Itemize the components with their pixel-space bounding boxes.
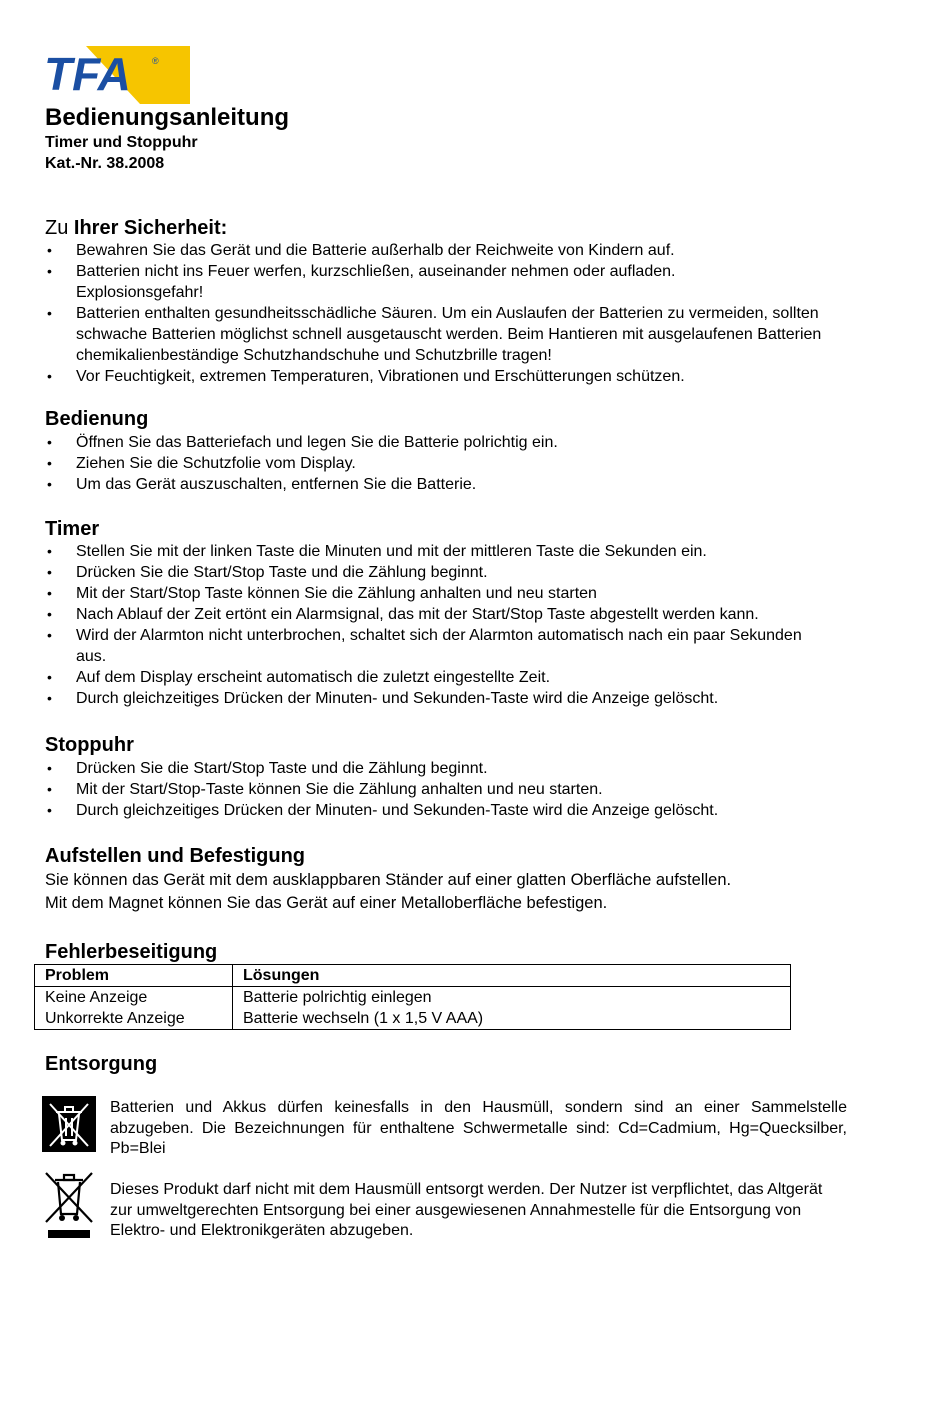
- crossed-out-bin-with-bar-icon: [42, 1170, 96, 1240]
- stopwatch-list: [45, 758, 865, 821]
- table-cell: Unkorrekte Anzeige: [35, 1008, 233, 1030]
- timer-heading: Timer: [45, 518, 100, 540]
- table-cell: Batterie wechseln (1 x 1,5 V AAA): [233, 1008, 791, 1030]
- document-subtitle: Timer und Stoppuhr: [45, 134, 198, 151]
- table-cell: Keine Anzeige: [35, 987, 233, 1009]
- table-cell: Batterie polrichtig einlegen: [233, 987, 791, 1009]
- list-item: • Ziehen Sie die Schutzfolie vom Display.: [45, 453, 865, 474]
- safety-heading-prefix: Zu: [45, 217, 69, 239]
- list-item: • Batterien nicht ins Feuer werfen, kurzschließen, auseinander nehmen oder aufladen. Explosionsgefahr!: [45, 261, 756, 303]
- operation-heading: Bedienung: [45, 408, 149, 430]
- table-row: [35, 987, 791, 1009]
- list-item: • Batterien enthalten gesundheitsschädliche Säuren. Um ein Auslaufen der Batterien zu vermeiden, sollten schwache Batterien möglichst schnell ausgetauscht werden. Beim Hantieren mit ausgelaufenen Batterien chemikalienbeständige Schutzhandschuhe und Schutzbrille tragen!: [45, 303, 856, 366]
- column-header-solution: Lösungen: [233, 965, 791, 987]
- list-item: • Um das Gerät auszuschalten, entfernen Sie die Batterie.: [45, 474, 865, 495]
- disposal-heading: Entsorgung: [45, 1053, 158, 1075]
- setup-line: Mit dem Magnet können Sie das Gerät auf einer Metalloberfläche befestigen.: [45, 894, 608, 912]
- safety-heading-main: Ihrer Sicherheit:: [73, 217, 228, 239]
- safety-list: [45, 240, 865, 387]
- device-disposal-text: Dieses Produkt darf nicht mit dem Hausmüll entsorgt werden. Der Nutzer ist verpflichtet, das Altgerät zur umweltgerechten Entsorgung bei einer ausgewiesenen Annahmestelle für die Entsorgung von Elektro- und Elektronikgeräten abzugeben.: [110, 1181, 823, 1239]
- list-item: • Durch gleichzeitiges Drücken der Minuten- und Sekunden-Taste wird die Anzeige gelöscht.: [45, 800, 865, 821]
- list-item: • Bewahren Sie das Gerät und die Batterie außerhalb der Reichweite von Kindern auf.: [45, 240, 865, 261]
- battery-disposal-text: Batterien und Akkus dürfen keinesfalls in den Hausmüll, sondern sind an einer Sammelstelle abzugeben. Die Bezeichnungen für enthaltene Schwermetalle sind: Cd=Cadmium, Hg=Quecksilber, Pb=Blei: [110, 1099, 847, 1157]
- setup-line: Sie können das Gerät mit dem ausklappbaren Ständer auf einer glatten Oberfläche aufstellen.: [45, 871, 732, 889]
- list-item: • Stellen Sie mit der linken Taste die Minuten und mit der mittleren Taste die Sekunden ein.: [45, 541, 865, 562]
- column-header-problem: Problem: [35, 965, 233, 987]
- timer-list: [45, 541, 865, 709]
- troubleshooting-heading: Fehlerbeseitigung: [45, 941, 218, 963]
- list-item: • Öffnen Sie das Batteriefach und legen Sie die Batterie polrichtig ein.: [45, 432, 865, 453]
- setup-heading: Aufstellen und Befestigung: [45, 845, 305, 867]
- list-item: • Mit der Start/Stop-Taste können Sie die Zählung anhalten und neu starten.: [45, 779, 865, 800]
- list-item: • Nach Ablauf der Zeit ertönt ein Alarmsignal, das mit der Start/Stop Taste abgestellt werden kann.: [45, 604, 865, 625]
- tfa-logo: [44, 46, 190, 104]
- operation-list: [45, 432, 865, 495]
- logo-text: TFA: [44, 48, 131, 100]
- table-row: [35, 1008, 791, 1030]
- list-item: • Wird der Alarmton nicht unterbrochen, schaltet sich der Alarmton automatisch nach ein paar Sekunden aus.: [45, 625, 836, 667]
- table-header-row: [35, 965, 791, 987]
- crossed-out-bin-icon: [42, 1096, 96, 1152]
- safety-heading: [45, 216, 227, 240]
- list-item: • Drücken Sie die Start/Stop Taste und die Zählung beginnt.: [45, 562, 865, 583]
- list-item: • Vor Feuchtigkeit, extremen Temperaturen, Vibrationen und Erschütterungen schützen.: [45, 366, 865, 387]
- svg-text:®: ®: [152, 56, 159, 66]
- list-item: • Drücken Sie die Start/Stop Taste und die Zählung beginnt.: [45, 758, 865, 779]
- list-item: • Durch gleichzeitiges Drücken der Minuten- und Sekunden-Taste wird die Anzeige gelöscht.: [45, 688, 865, 709]
- list-item: • Mit der Start/Stop Taste können Sie die Zählung anhalten und neu starten: [45, 583, 865, 604]
- catalog-number: Kat.-Nr. 38.2008: [45, 155, 165, 172]
- document-title: Bedienungsanleitung: [45, 104, 290, 131]
- list-item: • Auf dem Display erscheint automatisch die zuletzt eingestellte Zeit.: [45, 667, 865, 688]
- stopwatch-heading: Stoppuhr: [45, 734, 134, 756]
- troubleshooting-table: [34, 964, 791, 1030]
